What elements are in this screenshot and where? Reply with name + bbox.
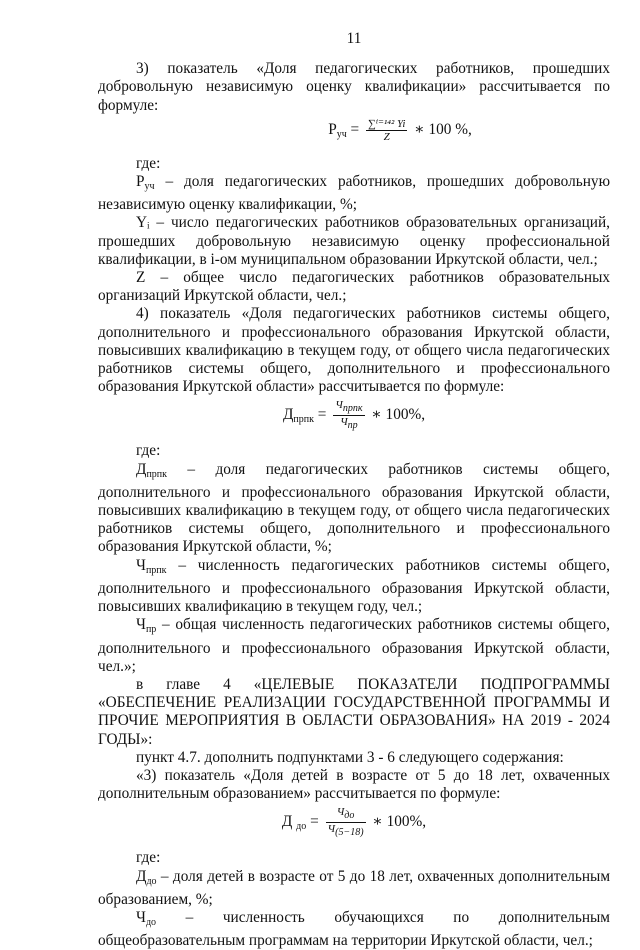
def-sub: прпк [146, 468, 167, 480]
formula-denominator [326, 823, 366, 839]
formula-lhs [281, 813, 307, 833]
def-text: – доля педагогических работников, прошедших добровольную независимую оценку квалификации, %; [98, 173, 610, 214]
def-text: – доля детей в возрасте от 5 до 18 лет, охваченных дополнительным образованием, %; [98, 867, 610, 908]
formula-lhs-sub: уч [336, 128, 347, 140]
formula-lhs-sub: до [296, 821, 307, 833]
def-text: – численность педагогических работников системы общего, дополнительного и профессионального образования Иркутской области, повысивших квалификацию в текущем году, чел.; [98, 556, 610, 616]
def-text: – общая численность педагогических работников системы общего, дополнительного и профессионального образования Иркутской области, чел.»; [98, 616, 610, 675]
formula-lhs [328, 121, 347, 138]
paragraph-chapter-4: в главе 4 «ЦЕЛЕВЫЕ ПОКАЗАТЕЛИ ПОДПРОГРАММЫ «ОБЕСПЕЧЕНИЕ РЕАЛИЗАЦИИ ГОСУДАРСТВЕННОЙ ПРОГРАММЫ И ПРОЧИЕ МЕРОПРИЯТИЯ В ОБЛАСТИ ОБРАЗОВАНИЯ» НА 2019 - 2024 ГОДЫ»: [98, 675, 610, 748]
formula-numerator: ∑ⁱ⁼¹⁴² Yi [368, 117, 406, 130]
formula-dprpk: $Д_{прпк}$ = $\frac{\text{Чпрпк}}{\text{Чпр}}$ ∗ 100%, [282, 399, 426, 432]
where-label: где: [136, 849, 161, 867]
formula-lhs [282, 406, 314, 426]
formula-ddo: Д $_{до}$ = $\frac{\text{Чдо}}{Ч(5-18)}$ ∗ 100%, [281, 806, 427, 839]
def-sub: уч [144, 181, 155, 193]
paragraph-indicator-3-children: «3) показатель «Доля детей в возрасте от 5 до 18 лет, охваченных дополнительным образованием» рассчитывается по формуле: [98, 766, 610, 803]
def-symbol: Д [136, 867, 147, 885]
den-symbol: Ч [340, 416, 348, 429]
formula-numerator [326, 806, 366, 823]
definition-dprpk [98, 461, 610, 557]
paragraph-point-4-7: пункт 4.7. дополнить подпунктами 3 - 6 следующего содержания: [136, 748, 564, 766]
paragraph-indicator-3: 3) показатель «Доля педагогических работников, прошедших добровольную независимую оценку квалификации» рассчитывается по формуле: [98, 60, 610, 114]
def-sub: прпк [145, 564, 167, 576]
formula-lhs-symbol: Д [281, 813, 293, 831]
formula-fraction [333, 399, 364, 432]
formula-tail: ∗ 100%, [372, 813, 427, 831]
num-sub: прпк [342, 403, 363, 415]
paragraph-indicator-4: 4) показатель «Доля педагогических работников системы общего, дополнительного и профессионального образования Иркутской области, повысивших квалификацию в текущем году, от общего числа педагогических работников системы общего, дополнительного и профессионального образования Иркутской области» рассчитывается по формуле: [98, 305, 610, 396]
num-sub: до [344, 810, 355, 822]
den-sub: (5−18) [335, 827, 364, 839]
def-symbol: Ч [136, 908, 146, 926]
def-text: – численность обучающихся по дополнительным общеобразовательным программам на территории Иркутской области, чел.; [98, 908, 610, 950]
definition-chdo [98, 909, 610, 950]
formula-lhs-symbol: Д [282, 406, 294, 424]
formula-fraction [366, 118, 407, 143]
definition-yi: Yᵢ – число педагогических работников образовательных организаций, прошедших добровольную независимую оценку профессиональной квалификации, в i-ом муниципальном образовании Иркутской области, чел.; [98, 214, 610, 268]
definition-chprpk [98, 557, 610, 617]
page-number: 11 [346, 30, 362, 47]
def-symbol: Д [136, 460, 147, 478]
where-label: где: [136, 442, 161, 460]
num-symbol: Ч [336, 806, 345, 819]
def-sub: до [145, 916, 157, 928]
formula-tail: ∗ 100 %, [414, 120, 472, 138]
def-sub: до [146, 875, 157, 887]
formula-tail: ∗ 100%, [371, 406, 426, 424]
def-sub: пр [145, 624, 157, 636]
definition-ddo [98, 868, 610, 909]
def-symbol: Ч [136, 556, 146, 574]
den-symbol: Ч [327, 823, 336, 836]
def-text: – доля педагогических работников системы общего, дополнительного и профессионального образования Иркутской области, повысивших квалификацию в текущем году, от общего числа педагогических работников системы общего, дополнительного и профессионального образования Иркутской области, %; [98, 460, 610, 556]
definition-z: Z – общее число педагогических работников образовательных организаций Иркутской области, чел.; [98, 269, 610, 305]
formula-lhs-symbol: Р [328, 120, 337, 138]
definition-ruch [98, 173, 610, 214]
formula-ruch: $Р_{уч}$ = $\frac{\text{∑ⁱ⁼¹⁴² Yi}}{Z}$ ∗ 100 %, [328, 117, 472, 143]
formula-denominator [333, 416, 364, 432]
formula-fraction [326, 806, 366, 839]
definition-chpr [98, 616, 610, 676]
den-sub: пр [347, 420, 358, 432]
formula-lhs-sub: прпк [293, 414, 314, 426]
formula-numerator [333, 399, 364, 416]
formula-denominator: Z [383, 130, 390, 143]
def-symbol: Р [136, 173, 145, 191]
where-label: где: [136, 154, 161, 172]
def-symbol: Ч [136, 616, 146, 634]
num-symbol: Ч [335, 399, 343, 412]
